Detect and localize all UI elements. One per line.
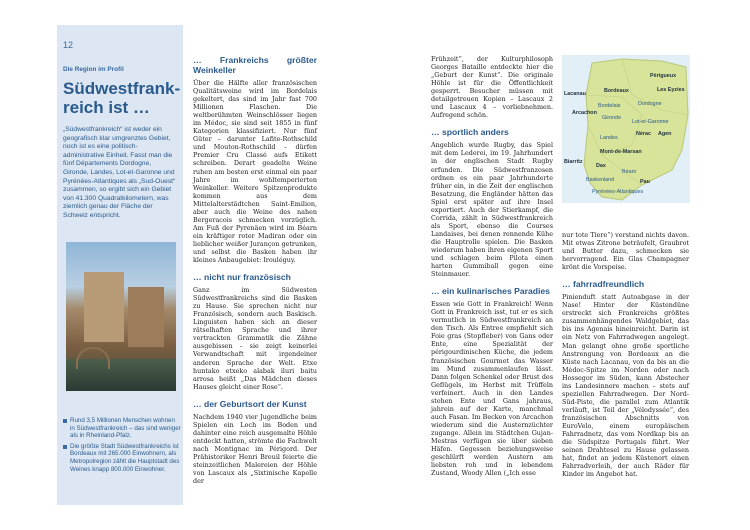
title-line-2: reich ist … bbox=[63, 98, 150, 117]
heading-art: … der Geburtsort der Kunst bbox=[193, 398, 307, 409]
map-label: Arcachon bbox=[572, 110, 597, 116]
column-2 bbox=[431, 55, 553, 485]
map-label: Baskenland bbox=[586, 177, 615, 183]
region-map bbox=[562, 55, 690, 203]
map-label: Landes bbox=[600, 135, 618, 141]
fact-item: Die größte Stadt Südwestfrankreichs ist Bordeaux mit 265.000 Einwohnern, als Metropolregion zählt die Hauptstadt des Weines knapp 800.000 Einwohner. bbox=[63, 443, 181, 473]
paragraph: nur tote Tiere“) verstand nichts davon. Mit etwas Zitrone beträufelt, Graubrot und Butter dazu, schmecken sie hervorragend. Ein Glas Champagner krönt die Vorspeise. bbox=[562, 231, 689, 272]
map-label: Nérac bbox=[636, 131, 651, 137]
map-label: Dax bbox=[596, 163, 606, 169]
paragraph: Über die Hälfte aller französischen Qualitätsweine wird im Bordelais gekeltert, das sind im Jahr fast 700 Millionen Flaschen. Die weltberühmten Weinschlösser liegen im Médoc, sie sind seit 1855 in fünf Kategorien klassifiziert. Nur fünf Güter – darunter Lafite-Rothschild und Mouton-Rothschild – dürfen Premier Cru Classé aufs Etikett schreiben. Derart geadelte Weine ruhen am besten erst einmal ein paar Jahre im wohltemperierten Weinkeller. Weitere Spitzenprodukte kommen aus dem Mittelalterstädtchen Saint-Emilion, aber auch die Weine des nahen Bergeracois schmecken vorzüglich. Am Fuß der Pyrenäen wird im Béarn ein kräftiger roter Madiran oder ein lieblicher weißer Jurançon getrunken, und selbst die Basken haben ihr kleines Anbaugebiet: Irouléguy. bbox=[193, 79, 317, 265]
page-number: 12 bbox=[63, 40, 74, 50]
heading-french: … nicht nur französisch bbox=[193, 272, 291, 283]
paragraph: Essen wie Gott in Frankreich! Wenn Gott in Frankreich isst, tut er es sich vermutlich in Südwestfrankreich an den Tisch. Als Entree empfiehlt sich Foie gras (Stopfleber) von Gans oder Ente, eine Spezialität der périgourdinischen Küche, die jedem französischen Gourmet das Wasser im Mund zusammenlaufen lässt. Dann folgen Schenkel oder Brust des Geflügels, im Herbst mit Trüffeln verfeinert. Auch in den Landes stehen Ente und Gans jahraus, jahrein auf der Karte, manchmal auch Fasan. Im Becken von Arcachon wiederum sind die Austernzüchter zugange. Allein im Städtchen Gujan-Mestras verfügen sie über sieben Häfen. Gegessen beziehungsweise geschlürft werden Austern am liebsten roh und in lebendem Zustand, Woody Allen („Ich esse bbox=[431, 300, 553, 478]
paragraph: Angeblich wurde Rugby, das Spiel mit dem Lederei, im 19. Jahrhundert in der englischen Stadt Rugby erfunden. Die Südwestfranzosen ordnen es ein paar Jahrhunderte früher ein, in die Zeit der englischen Besatzung, die Engländer hätten das Spiel erst später auf ihre Insel exportiert. Auch der Stierkampf, die Corrida, zählt in Südwestfrankreich als Sport, ebenso die Courses Landaises, bei denen rennende Kühe die Hauptrolle spielen. Die Basken wiederum haben ihren eigenen Sport und schlagen beim Pilota einen harten Gummiball gegen eine Steinmauer. bbox=[431, 141, 553, 279]
column-1 bbox=[193, 55, 317, 493]
paragraph: Pinienduft statt Autoabgase in der Nase! Hinter der Küstendüne erstreckt sich Frankreichs größtes zusammenhängendes Waldgebiet, das bis ins Agenais hineinreicht. Darin ist ein Netz von Fahrradwegen angelegt. Man gelangt ohne große sportliche Anstrengung von Bordeaux an die Küste nach Lacanau, von da bis an die Médoc-Spitze im Norden oder nach Hossegor im Süden, kann Abstecher ins Landesinnere machen – stets auf speziellen Fahrradwegen. Der Nord-Süd-Piste, die parallel zum Atlantik verläuft, ist Teil der „Vélodyssée“, des französischen Abschnitts von EuroVelo, einem europäischen Fahrradnetz, das vom Nordkap bis an die Südspitze Portugals führt. Wer seinen Drahtesel zu Hause gelassen hat, findet an jedem Küstenort einen Fahrradverleih, der auch Räder für Kinder im Angebot hat. bbox=[562, 293, 689, 479]
paragraph: Frühzeit“, der Kulturphilosoph Georges Bataille entdeckte hier die „Geburt der Kunst“. Die originale Höhle ist für die Öffentlichkeit gesperrt. Besucher müssen mit detailgetreuen Kopien – Lascaux 2 und Lascaux 4 – vorliebnehmen. Aufregend schön. bbox=[431, 55, 553, 120]
title-line-1: Südwestfrank- bbox=[63, 79, 181, 98]
heading-sport: … sportlich anders bbox=[431, 127, 509, 138]
map-label: Dordogne bbox=[638, 101, 662, 107]
column-3 bbox=[562, 231, 689, 486]
map-label: Bordeaux bbox=[604, 88, 629, 94]
fact-item: Rund 3,5 Millionen Menschen wohnen in Südwestfrankreich – das sind weniger als in Rheinland-Pfalz. bbox=[63, 417, 181, 440]
town-river-photo bbox=[66, 242, 176, 391]
map-label: Pyrénées-Atlantiques bbox=[592, 189, 644, 195]
heading-wine: … Frankreichs größter Weinkeller bbox=[193, 55, 317, 75]
map-label: Gironde bbox=[602, 115, 622, 121]
map-label: Biarritz bbox=[564, 159, 583, 165]
page-title bbox=[63, 79, 181, 117]
map-label: Lot-et-Garonne bbox=[632, 119, 669, 125]
photo-building bbox=[84, 272, 124, 342]
section-kicker: Die Region im Profil bbox=[63, 66, 124, 73]
map-label: Agen bbox=[658, 131, 672, 137]
paragraph: Ganz im Südwesten Südwestfrankreichs sind die Basken zu Hause. Sie sprechen nicht nur Französisch, sondern auch Baskisch. Linguisten haben sich an dieser rätselhaften Sprache und ihrer vertrackten Grammatik die Zähne ausgebissen – sie zeigt keinerlei Verwandtschaft mit irgendeiner anderen Sprache der Welt. Etxe huntako etxeko alabak iluri baitu arrosa heißt „Das Mädchen dieses Hauses gleicht einer Rose“. bbox=[193, 286, 317, 391]
heading-culinary: … ein kulinarisches Paradies bbox=[431, 286, 550, 297]
map-label: Bordelais bbox=[598, 103, 621, 109]
map-label: Pau bbox=[640, 179, 650, 185]
heading-bike: … fahrradfreundlich bbox=[562, 279, 645, 290]
map-label: Les Eyzies bbox=[657, 87, 685, 93]
map-label: Lacanau bbox=[564, 91, 586, 97]
fact-list bbox=[63, 417, 181, 476]
map-label: Périgueux bbox=[650, 73, 677, 79]
photo-bridge bbox=[76, 347, 110, 369]
map-label: Mont-de-Marsan bbox=[600, 149, 642, 155]
intro-text: „Südwestfrankreich“ ist weder ein geografisch klar umgrenztes Gebiet, noch ist es eine politisch-administrative Einheit. Fasst man die fünf Départements Dordogne, Gironde, Landes, Lot-et-Garonne und Pyrénées-Atlantiques als „Sud-Ouest“ zusammen, so ergibt sich ein Gebiet von 41.300 Quadratkilometern, was ziemlich genau der Fläche der Schweiz entspricht. bbox=[63, 126, 176, 219]
map-label: Béarn bbox=[622, 169, 637, 175]
photo-building bbox=[128, 287, 164, 347]
paragraph: Nachdem 1940 vier Jugendliche beim Spielen ein Loch im Boden und dahinter eine reich ausgemalte Höhle entdeckt hatten, strömte die Fachwelt nach Montignac im Périgord. Der Prähistoriker Henri Breuil feierte die steinzeitlichen Malereien der Höhle von Lascaux als „Sixtinische Kapelle der bbox=[193, 412, 317, 486]
